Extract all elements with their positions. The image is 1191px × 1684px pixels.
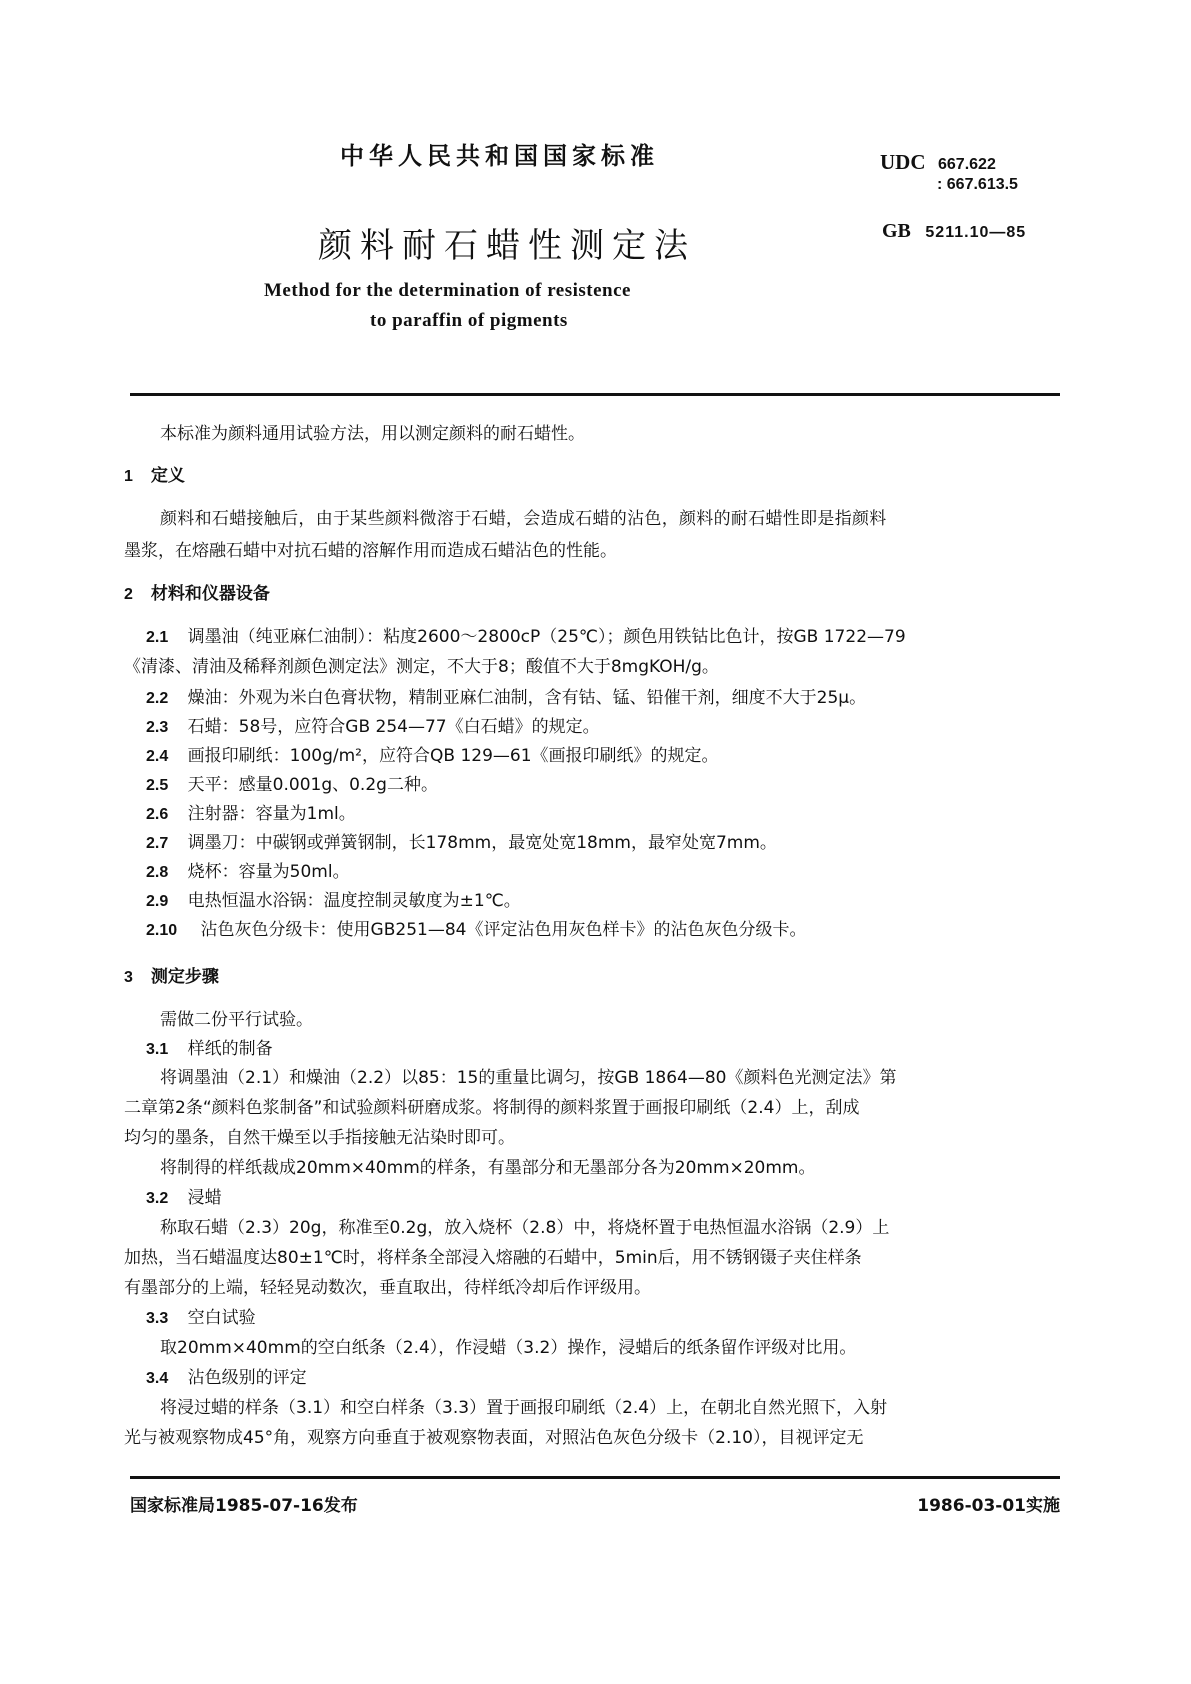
subsection-3-3-heading <box>146 1308 256 1329</box>
section-3-intro: 需做二份平行试验。 <box>160 1010 313 1030</box>
item-2-3 <box>146 717 600 738</box>
subsection-3-1-line3: 均匀的墨条，自然干燥至以手指接触无沾染时即可。 <box>124 1128 515 1148</box>
subsection-3-1-line1: 将调墨油（2.1）和燥油（2.2）以85：15的重量比调匀，按GB 1864—80《颜料色光测定法》第 <box>160 1068 897 1088</box>
subsection-3-1-heading <box>146 1039 273 1060</box>
section-1-number: 1 <box>124 468 133 485</box>
item-number: 2.5 <box>146 777 169 794</box>
title-english-line1: Method for the determination of resistence <box>264 280 631 301</box>
subsection-3-4-line1: 将浸过蜡的样条（3.1）和空白样条（3.3）置于画报印刷纸（2.4）上，在朝北自然光照下，入射 <box>160 1398 888 1418</box>
item-text: 画报印刷纸：100g/m²，应符合QB 129—61《画报印刷纸》的规定。 <box>187 746 719 766</box>
header-divider <box>130 393 1060 396</box>
gb-number: 5211.10—85 <box>925 224 1027 241</box>
section-3-heading <box>124 967 219 988</box>
subsection-3-1-line4: 将制得的样纸裁成20mm×40mm的样条，有墨部分和无墨部分各为20mm×20mm。 <box>160 1158 816 1178</box>
item-2-2 <box>146 688 866 709</box>
subsection-title: 空白试验 <box>187 1308 256 1328</box>
item-text: 调墨油（纯亚麻仁油制）：粘度2600～2800cP（25℃）；颜色用铁钴比色计，按GB 1722—79 <box>187 627 906 647</box>
subsection-title: 浸蜡 <box>187 1188 222 1208</box>
item-number: 2.2 <box>146 690 169 707</box>
section-2-title: 材料和仪器设备 <box>150 584 270 604</box>
item-2-8 <box>146 862 350 883</box>
item-2-1-line2: 《清漆、清油及稀释剂颜色测定法》测定，不大于8；酸值不大于8mgKOH/g。 <box>124 657 719 677</box>
title-english-line2: to paraffin of pigments <box>370 310 568 331</box>
intro-paragraph: 本标准为颜料通用试验方法，用以测定颜料的耐石蜡性。 <box>160 424 585 444</box>
item-2-1 <box>146 627 906 648</box>
udc-number-2: : 667.613.5 <box>937 176 1018 193</box>
item-number: 2.9 <box>146 893 169 910</box>
subsection-3-1-line2: 二章第2条“颜料色浆制备”和试验颜料研磨成浆。将制得的颜料浆置于画报印刷纸（2.4）上，刮成 <box>124 1098 860 1118</box>
footer-divider <box>130 1476 1060 1479</box>
item-2-10 <box>146 920 806 941</box>
item-number: 2.1 <box>146 629 169 646</box>
item-2-5 <box>146 775 438 796</box>
title-chinese: 颜料耐石蜡性测定法 <box>318 226 696 266</box>
item-text: 调墨刀：中碳钢或弹簧钢制，长178mm，最宽处宽18mm，最窄处宽7mm。 <box>187 833 777 853</box>
item-number: 2.4 <box>146 748 169 765</box>
item-2-6 <box>146 804 356 825</box>
subsection-3-2-heading <box>146 1188 222 1209</box>
item-number: 2.6 <box>146 806 169 823</box>
item-2-4 <box>146 746 719 767</box>
effective-date: 1986-03-01实施 <box>917 1496 1060 1516</box>
section-2-number: 2 <box>124 586 133 603</box>
item-text: 沾色灰色分级卡：使用GB251—84《评定沾色用灰色样卡》的沾色灰色分级卡。 <box>200 920 807 940</box>
section-1-para-line2: 墨浆，在熔融石蜡中对抗石蜡的溶解作用而造成石蜡沾色的性能。 <box>124 541 617 561</box>
item-2-7 <box>146 833 777 854</box>
issue-date: 国家标准局1985-07-16发布 <box>130 1496 358 1516</box>
section-1-para-line1: 颜料和石蜡接触后，由于某些颜料微溶于石蜡，会造成石蜡的沾色，颜料的耐石蜡性即是指颜料 <box>160 509 887 529</box>
section-1-heading <box>124 466 185 487</box>
item-number: 2.10 <box>146 922 178 939</box>
subsection-title: 样纸的制备 <box>187 1039 273 1059</box>
item-number: 2.7 <box>146 835 169 852</box>
item-text: 烧杯：容量为50ml。 <box>187 862 350 882</box>
subsection-title: 沾色级别的评定 <box>187 1368 307 1388</box>
section-1-title: 定义 <box>150 466 185 486</box>
item-text: 注射器：容量为1ml。 <box>187 804 356 824</box>
item-2-9 <box>146 891 521 912</box>
gb-code <box>882 220 1026 243</box>
subsection-number: 3.2 <box>146 1190 169 1207</box>
subsection-3-4-line2: 光与被观察物成45°角，观察方向垂直于被观察物表面，对照沾色灰色分级卡（2.10），目视评定无 <box>124 1428 864 1448</box>
subsection-number: 3.1 <box>146 1041 169 1058</box>
item-number: 2.3 <box>146 719 169 736</box>
udc-number-1: 667.622 <box>938 156 996 173</box>
subsection-number: 3.4 <box>146 1370 169 1387</box>
standard-name: 中华人民共和国国家标准 <box>340 142 659 170</box>
subsection-number: 3.3 <box>146 1310 169 1327</box>
item-text: 燥油：外观为米白色膏状物，精制亚麻仁油制，含有钴、锰、铅催干剂，细度不大于25μ。 <box>187 688 867 708</box>
gb-label: GB <box>882 220 911 242</box>
item-number: 2.8 <box>146 864 169 881</box>
item-text: 天平：感量0.001g、0.2g二种。 <box>187 775 438 795</box>
subsection-3-2-line3: 有墨部分的上端，轻轻晃动数次，垂直取出，待样纸冷却后作评级用。 <box>124 1278 651 1298</box>
subsection-3-2-line1: 称取石蜡（2.3）20g，称准至0.2g，放入烧杯（2.8）中，将烧杯置于电热恒温水浴锅（2.9）上 <box>160 1218 890 1238</box>
udc-code <box>880 152 996 175</box>
section-3-number: 3 <box>124 969 133 986</box>
subsection-3-4-heading <box>146 1368 307 1389</box>
subsection-3-2-line2: 加热，当石蜡温度达80±1℃时，将样条全部浸入熔融的石蜡中，5min后，用不锈钢镊子夹住样条 <box>124 1248 862 1268</box>
udc-label: UDC <box>880 150 926 174</box>
item-text: 电热恒温水浴锅：温度控制灵敏度为±1℃。 <box>187 891 521 911</box>
item-text: 石蜡：58号，应符合GB 254—77《白石蜡》的规定。 <box>187 717 600 737</box>
section-2-heading <box>124 584 270 605</box>
section-3-title: 测定步骤 <box>150 967 219 987</box>
subsection-3-3-line1: 取20mm×40mm的空白纸条（2.4），作浸蜡（3.2）操作，浸蜡后的纸条留作评级对比用。 <box>160 1338 857 1358</box>
